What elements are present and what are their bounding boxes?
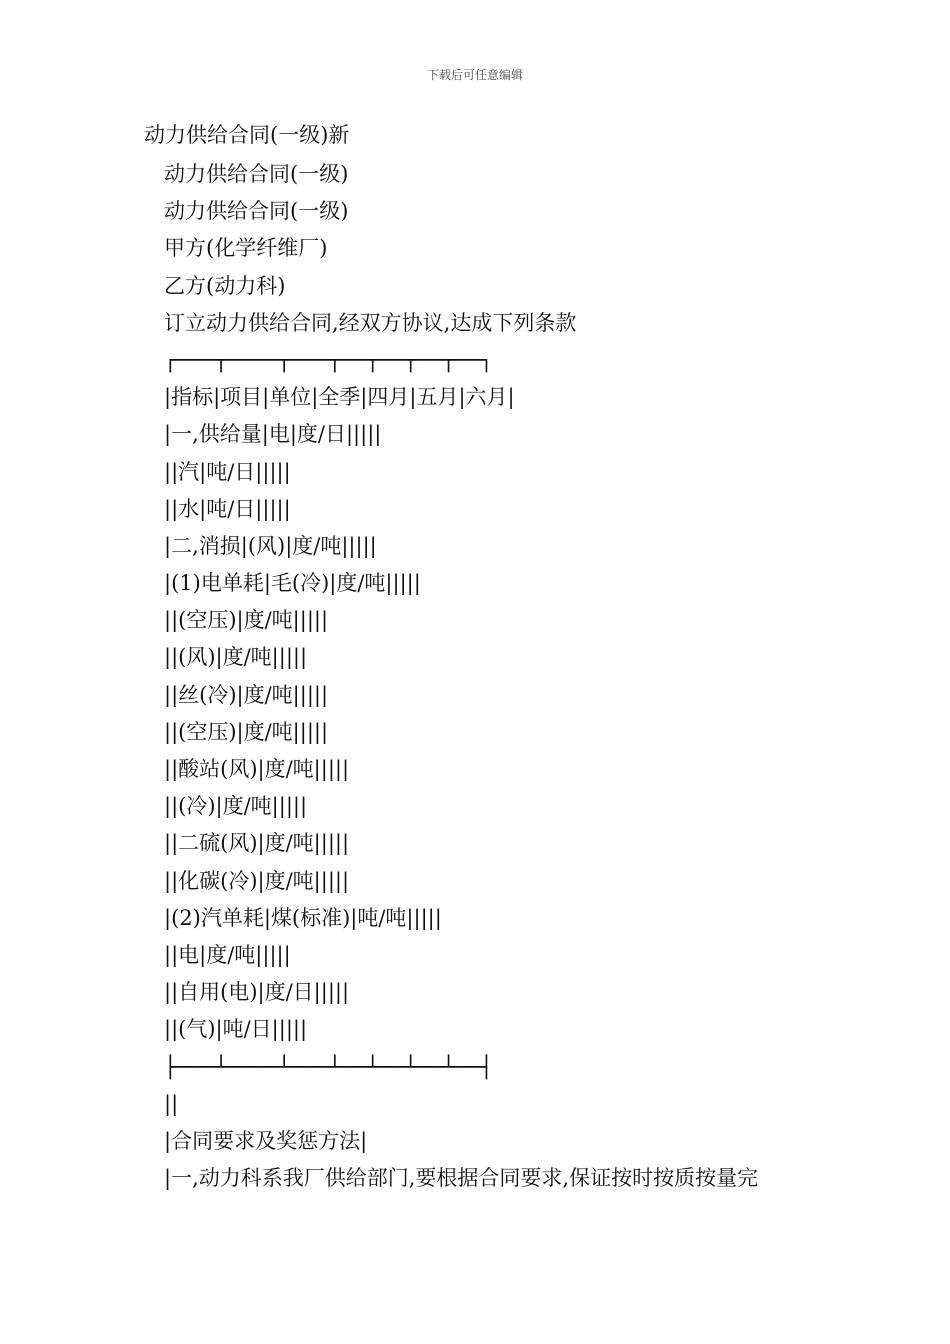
table-row: ||电|度/吨||||| bbox=[164, 942, 291, 967]
table-row: ||酸站(风)|度/吨||||| bbox=[164, 757, 350, 781]
body-line: 甲方(化学纤维厂) bbox=[164, 236, 328, 261]
body-line: 动力供给合同(一级) bbox=[164, 199, 349, 224]
table-row: ||(气)|吨/日||||| bbox=[164, 1017, 308, 1042]
document-title: 动力供给合同(一级)新 bbox=[144, 123, 350, 147]
table-row: ||汽|吨/日||||| bbox=[164, 459, 291, 484]
table-row: |(2)汽单耗|煤(标准)|吨/吨||||| bbox=[164, 905, 442, 930]
table-row: ||丝(冷)|度/吨||||| bbox=[164, 682, 329, 707]
table-row: ||(空压)|度/吨||||| bbox=[164, 719, 329, 744]
table-row: ||自用(电)|度/日||||| bbox=[164, 980, 350, 1005]
table-row: |一,供给量|电|度/日||||| bbox=[164, 422, 382, 447]
section-heading: |合同要求及奖惩方法| bbox=[164, 1128, 368, 1153]
body-line: |一,动力科系我厂供给部门,要根据合同要求,保证按时按质按量完 bbox=[164, 1166, 759, 1191]
table-row: ||(空压)|度/吨||||| bbox=[164, 608, 329, 633]
table-row: ||化碳(冷)|度/吨||||| bbox=[164, 868, 350, 893]
body-line: 订立动力供给合同,经双方协议,达成下列条款 bbox=[164, 310, 577, 335]
table-top-border: ┌───┬────┬───┬──┬──┬──┬──┐ bbox=[164, 347, 493, 372]
body-line: 动力供给合同(一级) bbox=[164, 162, 349, 186]
page-header: 下载后可任意编辑 bbox=[426, 68, 523, 82]
body-line: 乙方(动力科) bbox=[164, 273, 286, 298]
table-row: ||(风)|度/吨||||| bbox=[164, 645, 308, 670]
table-header-row: |指标|项目|单位|全季|四月|五月|六月| bbox=[164, 385, 515, 410]
table-row: |二,消损|(风)|度/吨||||| bbox=[164, 533, 377, 558]
body-line: || bbox=[164, 1091, 179, 1116]
table-row: ||二硫(风)|度/吨||||| bbox=[164, 831, 350, 856]
table-bottom-border: ├───┴────┴───┴──┴──┴──┴──┤ bbox=[164, 1054, 493, 1079]
table-row: ||(冷)|度/吨||||| bbox=[164, 794, 308, 819]
table-row: |(1)电单耗|毛(冷)|度/吨||||| bbox=[164, 571, 421, 596]
table-row: ||水|吨/日||||| bbox=[164, 496, 291, 521]
document-body bbox=[164, 156, 924, 1197]
